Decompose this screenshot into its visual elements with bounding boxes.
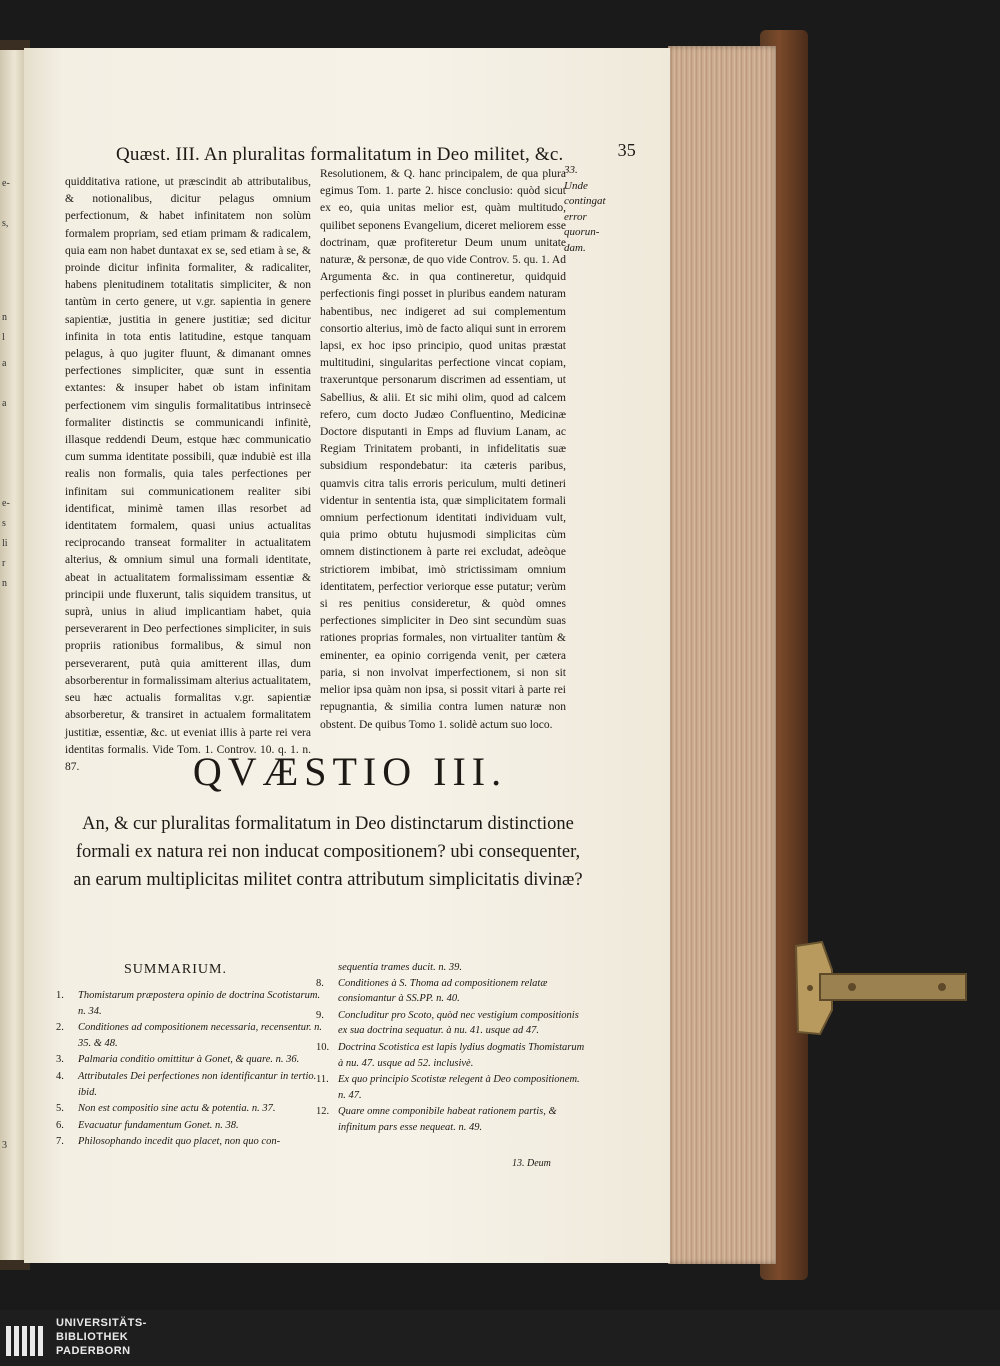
list-item xyxy=(56,1069,326,1100)
item-number: 1. xyxy=(56,990,64,1001)
margin-note-line: error xyxy=(564,210,587,223)
right-text-column xyxy=(320,166,566,734)
item-text: Philosophando incedit quo placet, non quo con- xyxy=(78,1136,281,1148)
list-item-continuation: sequentia trames ducit. n. 39. xyxy=(338,962,462,973)
list-item xyxy=(56,1052,326,1068)
item-text: Conditiones ad compositionem necessaria, recensentur. n. 35. & 48. xyxy=(78,1022,322,1049)
previous-page-edge xyxy=(0,50,24,1260)
question-title: QVÆSTIO III. xyxy=(192,749,508,794)
summarium-right-list xyxy=(316,960,586,1137)
list-item xyxy=(56,1118,326,1134)
prev-page-fragment: a xyxy=(2,398,7,409)
list-item xyxy=(56,988,326,1019)
prev-page-fragment: s xyxy=(2,518,6,529)
running-head-title: Quæst. III. An pluralitas formalitatum in Deo militet, &c. xyxy=(116,144,564,165)
margin-note-line: dam. xyxy=(564,241,586,254)
item-number: 12. xyxy=(316,1106,330,1118)
item-number: 6. xyxy=(56,1119,64,1131)
margin-note-line: Unde xyxy=(564,179,588,192)
item-text: Concluditur pro Scoto, quòd nec vestigium compositionis ex sua doctrina sequatur. à nu. 41. usque ad 47. xyxy=(338,1009,579,1037)
left-text-column xyxy=(65,174,311,776)
item-number: 9. xyxy=(316,1009,324,1021)
item-text: Doctrina Scotistica est lapis lydius dogmatis Thomistarum à nu. 47. usque ad 52. inclusivè. xyxy=(338,1041,585,1069)
item-number: 10. xyxy=(316,1041,330,1053)
paragraph: Resolutionem, & Q. hanc principalem, de qua plura egimus Tom. 1. parte 2. hisce conclusio: quòd sicut ex eo, quia unitas melior est, quàm multitudo, quilibet seponens Evangelium, diceret meliorem esse doctrinam, quæ profiteretur Deum unum unitate naturæ, & personæ, de quo vide Controv. 5. qu. 1. Ad Argumenta &c. in qua contineretur, quidquid perfectionis fingi posset in pluribus eandem naturam habentibus, nec indigeret ad sui complementum consortio alterius, imò de facto aliqui sunt in errorem lapsi, ex hoc ipso principio, quod unitas præstat multitudini, singularitas perfectione vincat copiam, traxeruntque personarum discrimen ad essentiam, ut Sabellius, & alii. Et sic mihi olim, quod ad calcem refero, cum docto Judæo Confluentino, Medicinæ Doctore disputanti in Emps ad fluvium Lanam, ac Regiam Trinitatem probanti, in infidelitatis suæ subsidium respondebatur: ita cæteris paribus, quamvis citra talis erroris periculum, multi detineri videntur in sententia ista, quæ simplicitatem formali omnium perfectionum identitati individuam vult, quia primo obtutu hujusmodi simplicitas cùm omnem distinctionem à parte rei excludat, adeòque strictiorem imbibat, imò strictissimam omnium identitatem, perfectior veriorque esse putatur; verùm si res penitius consideretur, & quòd omnes perfectiones simpliciter in Deo sint secundùm suas rationes proprias formales, non virtualiter tantùm & eminenter, ea opinio corrigenda venit, per cætera paria, si non involvat imperfectionem, si non sit melior ipsa quàm non ipsa, si possit vitari à parte rei repugnantia, & similia contra lumen naturæ non obstent. De quibus Tomo 1. solidè actum suo loco. xyxy=(320,168,566,731)
library-name-line: UNIVERSITÄTS- xyxy=(56,1317,147,1329)
item-number: 3. xyxy=(56,1054,64,1066)
item-number: 7. xyxy=(56,1136,64,1148)
summarium-heading: SUMMARIUM. xyxy=(124,962,227,977)
page-number: 35 xyxy=(617,140,636,160)
margin-note xyxy=(564,163,634,256)
document-page xyxy=(24,48,670,1263)
prev-page-fragment: e- xyxy=(2,178,10,189)
prev-page-fragment: n xyxy=(2,312,7,323)
item-text: Evacuatur fundamentum Gonet. n. 38. xyxy=(78,1119,239,1131)
library-logo-icon xyxy=(4,1318,48,1362)
prev-page-fragment: a xyxy=(2,358,7,369)
item-text: Ex quo principio Scotistæ relegent à Deo compositionem. n. 47. xyxy=(338,1074,580,1101)
list-item xyxy=(56,1101,326,1117)
item-text: Non est compositio sine actu & potentia. n. 37. xyxy=(78,1103,276,1115)
library-name-line: BIBLIOTHEK xyxy=(56,1331,129,1343)
prev-page-fragment: e- xyxy=(2,498,10,509)
item-number: 2. xyxy=(56,1022,64,1034)
prev-page-fragment: li xyxy=(2,538,8,549)
summarium-left-list xyxy=(56,988,326,1151)
catchword: 13. Deum xyxy=(512,1158,551,1169)
item-number: 5. xyxy=(56,1103,64,1115)
prev-page-fragment: 3 xyxy=(2,1140,7,1151)
library-name-line: PADERBORN xyxy=(56,1345,131,1357)
list-item xyxy=(316,1072,586,1103)
prev-page-fragment: l xyxy=(2,332,5,343)
margin-note-line: contingat xyxy=(564,195,606,207)
library-footer xyxy=(0,1310,1000,1366)
list-item xyxy=(316,976,586,1007)
page-edges xyxy=(668,46,776,1264)
item-text: Palmaria conditio omittitur à Gonet, & quare. n. 36. xyxy=(78,1054,300,1066)
margin-note-line: quorun- xyxy=(564,226,600,238)
paragraph: quidditativa ratione, ut præscindit ab attributalibus, & notionalibus, dicitur pelagus omnium perfectionum, & habet infinitatem non solùm formalem propriam, sed etiam primam & radicalem, quia eam non habet duntaxat ex se, sed etiam à se, & proinde dicitur infinita formaliter, & radicaliter, habens plenitudinem totalitatis simpliciter, & non tantùm in certo genere, ut v.gr. sapientia in genere sapientiæ, justitia in genere justitiæ; sed dicitur infinita in tota entis latitudine, estque tanquam pelagus, à quo jugiter fluunt, & dimanant omnes perfectiones simpliciter, quæ sunt in essentia extantes: & insuper habet ob istam infinitam perfectionem vim singulis formalitatibus intrinsecè formaliter distinctis se communicandi infinitè, illasque reddendi Deum, estque hæc communicatio cum summa identitate possibili, quæ indubiè est illa realis non formalis, quia tales perfectiones per infinitam sui communicationem realiter sibi identificat, minimè tamen illas resorbet ad identitatem formalem, quasi unius actualitas reciprocando transeat formaliter in actualitatem alterius, & omnium simul una formali identitate, abeat in actualitatem formalissimam essentiæ & principii unde fluxerunt, talis siquidem transitus, ut suprà, unius in aliud implicantiam habet, quia perseverarent in Deo perfectiones simpliciter, in suis propriis rationibus formalibus, & simul non perseverarent, putà quia amitterent illas, dum absorberentur in formalissimam alterius actualitatem, seu hæc actualis formalitas v.gr. sapientiæ absorberetur, & transiret in actualem formalitatem justitiæ, essentiæ, &c. ut eveniat illis à parte rei vera identitas formalis. Vide Tom. 1. Controv. 10. q. 1. n. 87. xyxy=(65,176,311,773)
item-number: 8. xyxy=(316,977,324,989)
question-subtitle: An, & cur pluralitas formalitatum in Deo distinctarum distinctione formali ex natura rei non inducat compositionem? ubi consequenter, an earum multiplicitas militet contra attributum simplicitatis divinæ? xyxy=(73,814,583,890)
prev-page-fragment: n xyxy=(2,578,7,589)
list-item xyxy=(56,1134,326,1150)
list-item xyxy=(316,1104,586,1135)
item-number: 4. xyxy=(56,1070,64,1082)
list-item xyxy=(316,1008,586,1039)
item-number: 11. xyxy=(316,1074,329,1086)
list-item xyxy=(316,1040,586,1071)
library-name xyxy=(56,1316,147,1358)
item-text: Attributales Dei perfectiones non identificantur in tertio. ibid. xyxy=(78,1070,317,1098)
list-item xyxy=(56,1020,326,1051)
prev-page-fragment: s, xyxy=(2,218,9,229)
item-text: Conditiones à S. Thoma ad compositionem relatæ consiomantur à SS.PP. n. 40. xyxy=(338,977,548,1005)
item-text: Quare omne componibile habeat rationem partis, & infinitum pars esse nequeat. n. 49. xyxy=(338,1106,557,1133)
margin-note-line: 33. xyxy=(564,164,578,176)
book-clasp xyxy=(792,940,968,1036)
prev-page-fragment: r xyxy=(2,558,6,569)
item-text: Thomistarum præpostera opinio de doctrina Scotistarum. n. 34. xyxy=(78,990,321,1017)
